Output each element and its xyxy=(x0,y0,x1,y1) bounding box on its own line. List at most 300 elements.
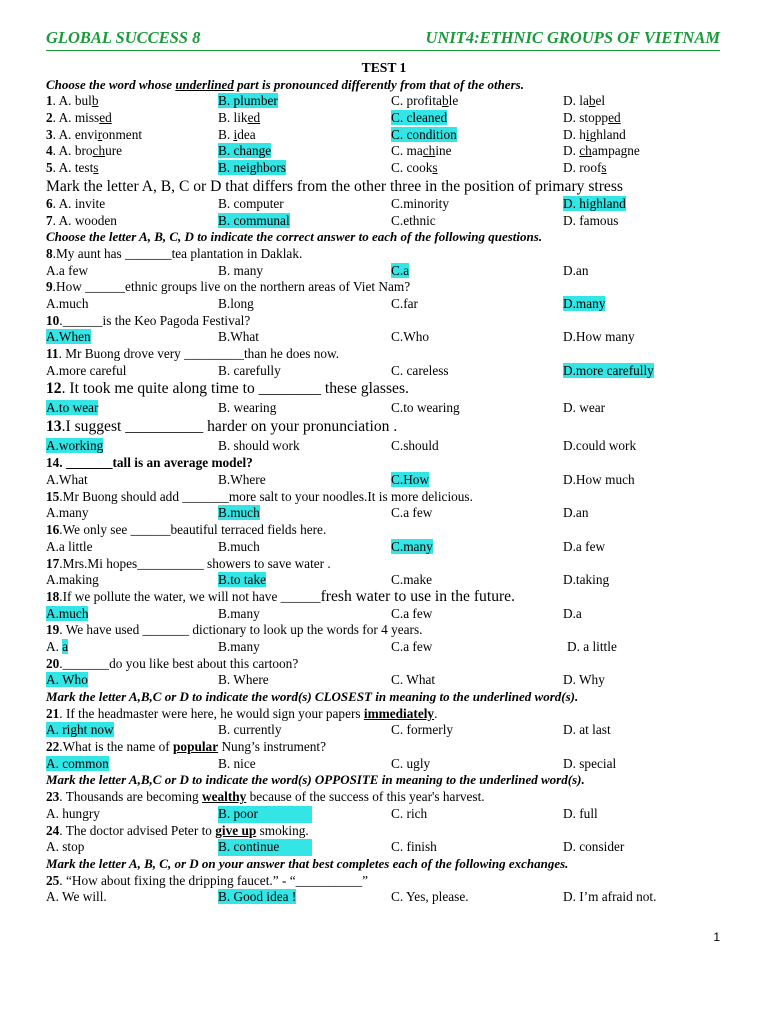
option xyxy=(46,213,117,230)
question-number: 1 xyxy=(46,93,53,109)
question-stem: .Mrs.Mi hopes__________ showers to save water . xyxy=(59,555,331,571)
option-text: B.many xyxy=(218,605,260,621)
correct-answer-highlight xyxy=(391,263,409,278)
option xyxy=(391,839,437,856)
option xyxy=(567,639,617,656)
underlined-word: give up xyxy=(215,822,257,838)
option-text: B. change xyxy=(218,143,272,159)
instruction-grammar: Choose the letter A, B, C, D to indicate the correct answer to each of the following questions. xyxy=(46,229,543,245)
option xyxy=(391,296,418,313)
correct-answer-highlight xyxy=(218,572,266,587)
pronunciation-section xyxy=(46,93,736,176)
option-text: A.working xyxy=(46,438,104,454)
option xyxy=(391,756,430,773)
document-body xyxy=(46,60,736,906)
question-row xyxy=(46,873,736,890)
option-text: D.more carefully xyxy=(563,362,654,378)
option-text: A. right now xyxy=(46,722,114,738)
header-left: GLOBAL SUCCESS 8 xyxy=(46,28,201,47)
option xyxy=(218,756,256,773)
option xyxy=(391,472,429,489)
option-text: C.to wearing xyxy=(391,400,460,416)
question-row xyxy=(46,489,736,506)
question-stem: .Mr Buong should add _______more salt to your noodles.It is more delicious. xyxy=(59,488,473,504)
option xyxy=(218,329,259,346)
option-text: C. Yes, please. xyxy=(391,889,469,905)
option-text: B.What xyxy=(218,329,259,345)
question-row xyxy=(46,246,736,263)
correct-answer-highlight xyxy=(218,213,290,228)
underlined-part: b xyxy=(588,93,596,109)
question-number: 22 xyxy=(46,739,60,755)
question-number: 19 xyxy=(46,622,60,638)
option-text: ure xyxy=(105,143,123,159)
question-stem: .What is the name of xyxy=(59,739,174,755)
option-text: A.a few xyxy=(46,262,89,278)
option-text: . A. invite xyxy=(52,195,106,211)
option-text: D. roof xyxy=(563,160,602,176)
instruction-opposite: Mark the letter A,B,C or D to indicate the word(s) OPPOSITE in meaning to the underlined word(s). xyxy=(46,772,585,788)
question-number: 3 xyxy=(46,126,53,142)
correct-answer-highlight xyxy=(46,722,114,737)
option xyxy=(218,572,266,589)
instr-text: part is pronounced differently from that of the others. xyxy=(233,76,524,92)
question-stem: .We only see ______beautiful terraced fields here. xyxy=(59,522,327,538)
option xyxy=(218,839,312,856)
question-row xyxy=(46,472,736,489)
option-text: C. finish xyxy=(391,839,437,855)
option-text: B.to take xyxy=(218,572,267,588)
option xyxy=(46,127,142,144)
question-number: 16 xyxy=(46,522,60,538)
option xyxy=(563,127,626,144)
option-text: D. I’m afraid not. xyxy=(563,889,657,905)
option xyxy=(563,398,605,417)
question-row xyxy=(46,263,736,280)
option-text: . A. envi xyxy=(52,126,98,142)
underlined-word: popular xyxy=(173,739,219,755)
option xyxy=(46,160,98,177)
option xyxy=(218,539,260,556)
option-text: C.make xyxy=(391,572,432,588)
option-text: C.should xyxy=(391,438,439,454)
option xyxy=(46,472,88,489)
question-number: 25 xyxy=(46,872,60,888)
option xyxy=(563,436,636,455)
instruction-pronunciation xyxy=(46,77,736,94)
option xyxy=(218,127,256,144)
question-row xyxy=(46,739,736,756)
option xyxy=(391,110,447,127)
option xyxy=(218,806,312,823)
option xyxy=(218,196,284,213)
option xyxy=(563,263,588,280)
option xyxy=(391,93,458,110)
option xyxy=(218,213,290,230)
correct-answer-highlight xyxy=(391,472,429,487)
question-row xyxy=(46,606,736,623)
option-text: C. profita xyxy=(391,93,442,109)
option-text: C.a xyxy=(391,262,410,278)
option-text: ghland xyxy=(589,126,626,142)
header-right: UNIT4:ETHNIC GROUPS OF VIETNAM xyxy=(425,28,720,47)
correct-answer-highlight xyxy=(563,363,654,378)
option xyxy=(218,436,300,455)
question-stem: .How ______ethnic groups live on the northern areas of Viet Nam? xyxy=(52,279,411,295)
option xyxy=(46,143,122,160)
option-text: B.much xyxy=(218,505,260,521)
correct-answer-highlight xyxy=(46,438,103,453)
option-text: A. hungry xyxy=(46,805,100,821)
option xyxy=(218,263,263,280)
question-number: 10 xyxy=(46,312,60,328)
option-text: C. careless xyxy=(391,362,449,378)
correct-answer-highlight xyxy=(563,296,605,311)
option xyxy=(46,639,68,656)
option xyxy=(563,889,656,906)
option-text: A. xyxy=(46,638,63,654)
option-text: C.a few xyxy=(391,638,433,654)
option-text: B. currently xyxy=(218,722,282,738)
option xyxy=(563,93,605,110)
option-text: D. consider xyxy=(563,839,625,855)
question-stem: . It took me quite along time to ________ these glasses. xyxy=(61,380,409,398)
option xyxy=(218,672,269,689)
option-text: C.a few xyxy=(391,605,433,621)
option-text: A.making xyxy=(46,572,99,588)
question-row xyxy=(46,379,736,398)
question-row xyxy=(46,823,736,840)
option-text: B.much xyxy=(218,538,260,554)
option-text: D. at last xyxy=(563,722,611,738)
question-row xyxy=(46,522,736,539)
question-row xyxy=(46,455,736,472)
option-text: D.could work xyxy=(563,438,637,454)
option xyxy=(563,213,618,230)
question-stem: ._______do you like best about this cartoon? xyxy=(59,655,299,671)
exchange-section xyxy=(46,873,736,906)
correct-answer-highlight xyxy=(46,756,109,771)
option xyxy=(46,889,107,906)
option xyxy=(563,110,621,127)
option-text: D. la xyxy=(563,93,589,109)
option-text: A. common xyxy=(46,755,109,771)
instruction-exchange: Mark the letter A, B, C, or D on your answer that best completes each of the following exchanges. xyxy=(46,855,569,871)
question-row xyxy=(46,722,736,739)
question-number: 2 xyxy=(46,110,53,126)
option xyxy=(391,672,435,689)
correct-answer-highlight xyxy=(46,606,88,621)
option xyxy=(563,539,605,556)
option xyxy=(46,263,88,280)
option-text: D. Why xyxy=(563,672,605,688)
option-text: le xyxy=(448,93,459,109)
option xyxy=(218,639,260,656)
option-text: C. condition xyxy=(391,126,457,142)
question-row xyxy=(46,639,736,656)
test-title: TEST 1 xyxy=(361,60,407,75)
correct-answer-highlight xyxy=(391,539,433,554)
option-text: B. many xyxy=(218,262,264,278)
option xyxy=(391,160,438,177)
underlined-part: b xyxy=(441,93,449,109)
option-text: B. communal xyxy=(218,212,290,228)
page-header xyxy=(46,28,720,51)
option-text: C. ma xyxy=(391,143,423,159)
correct-answer-highlight xyxy=(46,672,88,687)
question-stem: . xyxy=(434,705,438,721)
option xyxy=(563,160,607,177)
correct-answer-highlight xyxy=(218,505,260,520)
option-text: C.many xyxy=(391,538,433,554)
option xyxy=(218,606,260,623)
option xyxy=(391,363,449,380)
question-number: 11 xyxy=(46,346,59,361)
option xyxy=(391,143,452,160)
option-text: C.How xyxy=(391,472,430,488)
stress-section xyxy=(46,196,736,229)
option-text: A.many xyxy=(46,505,89,521)
option xyxy=(563,143,640,160)
option-text: C. ugly xyxy=(391,755,431,771)
option-text: A.to wear xyxy=(46,400,99,416)
option xyxy=(391,213,436,230)
option-text: B. carefully xyxy=(218,362,281,378)
question-row xyxy=(46,363,736,380)
question-row xyxy=(46,706,736,723)
question-row xyxy=(46,160,736,177)
option-text: B.many xyxy=(218,638,260,654)
option xyxy=(391,722,453,739)
question-row xyxy=(46,436,736,455)
option xyxy=(46,572,99,589)
option-text: B. nice xyxy=(218,755,256,771)
question-number: 12 xyxy=(46,380,62,398)
correct-answer-highlight xyxy=(46,329,91,344)
question-stem: . If the headmaster were here, he would sign your papers xyxy=(59,705,364,721)
question-row xyxy=(46,839,736,856)
question-row xyxy=(46,127,736,144)
option-text: . A. miss xyxy=(52,110,100,126)
option xyxy=(46,93,98,110)
question-row xyxy=(46,417,736,436)
question-number: 13 xyxy=(46,418,62,436)
option xyxy=(46,110,112,127)
question-stem: .If we pollute the water, we will not have ______ xyxy=(59,588,321,604)
underlined-word: immediately xyxy=(363,705,435,721)
question-row xyxy=(46,806,736,823)
option xyxy=(46,606,88,623)
question-row xyxy=(46,398,736,417)
correct-answer-highlight xyxy=(218,143,271,158)
option-text: B. wearing xyxy=(218,400,277,416)
option xyxy=(563,672,605,689)
option xyxy=(391,436,439,455)
question-stem: because of the success of this year's harvest. xyxy=(246,789,485,805)
option-text: D.an xyxy=(563,262,589,278)
option xyxy=(218,472,266,489)
option-text: C.a few xyxy=(391,505,433,521)
correct-answer-highlight: a xyxy=(62,638,69,654)
option-text: A. stop xyxy=(46,839,85,855)
option xyxy=(563,839,624,856)
correct-answer-highlight xyxy=(218,889,296,904)
option-text: A.more careful xyxy=(46,362,127,378)
correct-answer-highlight xyxy=(218,806,312,823)
question-row xyxy=(46,656,736,673)
correct-answer-highlight xyxy=(218,93,278,108)
option-text: ed xyxy=(99,110,112,126)
underlined-word: wealthy xyxy=(201,789,247,805)
option xyxy=(563,363,654,380)
question-stem: . The doctor advised Peter to xyxy=(59,822,216,838)
option xyxy=(563,572,609,589)
option xyxy=(563,606,582,623)
option xyxy=(563,756,616,773)
option-text: C.ethnic xyxy=(391,212,436,228)
option xyxy=(391,196,449,213)
correct-answer-highlight xyxy=(391,127,457,142)
question-row xyxy=(46,672,736,689)
option xyxy=(218,889,296,906)
question-stem: fresh water to use in the future. xyxy=(320,587,515,605)
option xyxy=(46,839,84,856)
option-text: b xyxy=(91,93,99,109)
option-text: C. rich xyxy=(391,805,428,821)
question-number: 15 xyxy=(46,488,60,504)
question-row xyxy=(46,329,736,346)
option xyxy=(391,639,432,656)
underlined-part: s xyxy=(432,160,438,176)
option xyxy=(563,806,598,823)
option-text: B. lik xyxy=(218,110,248,126)
question-row xyxy=(46,93,736,110)
option xyxy=(46,329,91,346)
option xyxy=(218,143,271,160)
option-text: ine xyxy=(435,143,452,159)
option-text: C.minority xyxy=(391,195,449,211)
option xyxy=(563,329,635,346)
question-row xyxy=(46,756,736,773)
correct-answer-highlight xyxy=(218,160,286,175)
option-text: B.Where xyxy=(218,472,266,488)
question-number: 18 xyxy=(46,588,60,604)
option-text: C. cleaned xyxy=(391,110,448,126)
option-text: B. continue xyxy=(218,839,280,855)
option xyxy=(563,505,588,522)
option-text: . A. bro xyxy=(52,143,93,159)
question-number: 21 xyxy=(46,705,60,721)
option-text: C. formerly xyxy=(391,722,454,738)
grammar-section xyxy=(46,246,736,689)
option xyxy=(218,160,286,177)
option-text: A. We will. xyxy=(46,889,107,905)
option-text: . A. test xyxy=(52,160,94,176)
option-text: s xyxy=(93,160,99,176)
option-text: C.far xyxy=(391,295,418,311)
option xyxy=(563,472,635,489)
option-text: r xyxy=(97,126,103,142)
option xyxy=(218,505,260,522)
option xyxy=(46,296,88,313)
option-text: D. xyxy=(563,143,580,159)
option xyxy=(391,127,457,144)
option xyxy=(391,806,427,823)
option-text: el xyxy=(595,93,606,109)
instr-underlined: underlined xyxy=(175,76,234,92)
underlined-part: ch xyxy=(422,143,436,159)
option xyxy=(218,110,260,127)
question-number: 24 xyxy=(46,822,60,838)
option xyxy=(391,505,432,522)
option-text: A.much xyxy=(46,605,89,621)
option-text: B.long xyxy=(218,295,254,311)
option-text: ch xyxy=(92,143,106,159)
option-text: D. special xyxy=(563,755,617,771)
question-number: 8 xyxy=(46,245,53,261)
option-text: B. computer xyxy=(218,195,284,211)
option-text: D. h xyxy=(563,126,586,142)
closest-section xyxy=(46,706,736,773)
option-text: B. should work xyxy=(218,438,300,454)
underlined-part: ch xyxy=(579,143,592,159)
question-number: 17 xyxy=(46,555,60,571)
underlined-part: ed xyxy=(247,110,261,126)
question-stem: Nung’s instrument? xyxy=(218,739,326,755)
option-text: ampagne xyxy=(591,143,640,159)
option-text: D.How many xyxy=(563,329,635,345)
option-text: B. Good idea ! xyxy=(218,889,297,905)
option-text: D. stopp xyxy=(563,110,609,126)
question-row xyxy=(46,143,736,160)
option xyxy=(563,722,611,739)
option-text: A.When xyxy=(46,329,91,345)
question-stem: .My aunt has _______tea plantation in Daklak. xyxy=(52,245,303,261)
option-text: B. neighbors xyxy=(218,160,286,176)
underlined-part: i xyxy=(233,126,238,142)
option xyxy=(563,196,626,213)
option xyxy=(391,889,469,906)
question-row xyxy=(46,296,736,313)
instruction-stress: Mark the letter A, B, C or D that differs from the other three in the position of primary stress xyxy=(46,177,623,195)
option-text: B. plumber xyxy=(218,93,278,109)
option xyxy=(46,196,105,213)
question-row xyxy=(46,789,736,806)
question-row xyxy=(46,279,736,296)
option-text: D.a few xyxy=(563,538,606,554)
option xyxy=(218,722,282,739)
opposite-section xyxy=(46,789,736,856)
question-stem: . Thousands are becoming xyxy=(59,789,202,805)
option xyxy=(218,296,254,313)
question-row xyxy=(46,313,736,330)
option xyxy=(46,363,126,380)
option-text: B. xyxy=(218,126,234,142)
option-text: D. a little xyxy=(567,638,617,654)
correct-answer-highlight xyxy=(563,196,626,211)
question-row xyxy=(46,622,736,639)
question-number: 14 xyxy=(46,455,60,471)
question-stem: . “How about fixing the dripping faucet.” - “__________” xyxy=(59,872,368,888)
option-text: A. Who xyxy=(46,672,88,688)
question-number: 4 xyxy=(46,143,53,159)
option-text: D. famous xyxy=(563,212,619,228)
underlined-part: ed xyxy=(608,110,621,126)
question-row xyxy=(46,505,736,522)
question-stem: .______is the Keo Pagoda Festival? xyxy=(59,312,251,328)
question-row xyxy=(46,556,736,573)
underlined-part: i xyxy=(585,126,590,142)
